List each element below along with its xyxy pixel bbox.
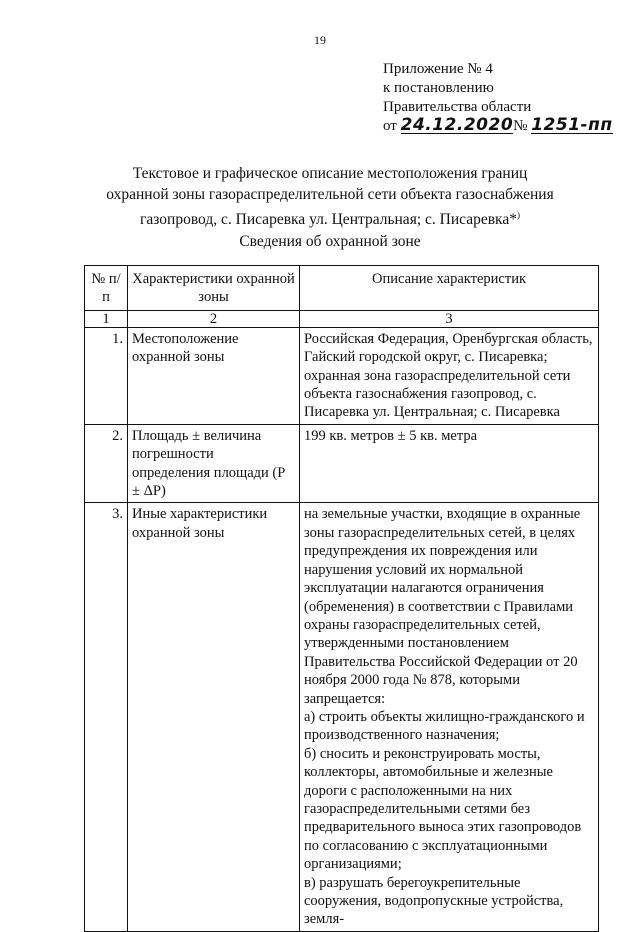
header-description: Описание характеристик bbox=[300, 266, 599, 311]
table-row bbox=[85, 424, 599, 503]
row-number: 2. bbox=[85, 424, 128, 503]
title-line-2: охранной зоны газораспределительной сети объекта газоснабжения bbox=[106, 186, 554, 203]
appendix-date-line bbox=[383, 117, 613, 136]
page-number: 19 bbox=[314, 33, 326, 47]
appendix-line-3: Правительства области bbox=[383, 99, 532, 115]
handwritten-number: 1251-пп bbox=[531, 115, 613, 135]
appendix-block bbox=[383, 60, 613, 136]
row-description: Российская Федерация, Оренбургская область, Гайский городской округ, с. Писаревка; охранная зона газораспределительной сети объекта газоснабжения газопровод, с. Писаревка ул. Центральная; с. Писаревка bbox=[300, 327, 599, 424]
column-number-2: 2 bbox=[128, 310, 300, 327]
restriction-item-b: б) сносить и реконструировать мосты, коллекторы, автомобильные и железные дороги с расположенными на них газораспределительными сетями без предварительного выноса этих газопроводов по согласованию с эксплуатационными организациями; bbox=[304, 745, 582, 873]
section-subtitle: Сведения об охранной зоне bbox=[239, 233, 421, 250]
appendix-line-2: к постановлению bbox=[383, 80, 494, 96]
table-row bbox=[85, 503, 599, 931]
document-title bbox=[60, 163, 600, 230]
restriction-item-c: в) разрушать берегоукрепительные сооружения, водопропускные устройства, земля- bbox=[304, 874, 564, 928]
handwritten-date: 24.12.2020 bbox=[400, 115, 514, 135]
zone-info-table bbox=[84, 265, 599, 932]
title-line-1: Текстовое и графическое описание местоположения границ bbox=[132, 165, 528, 182]
header-number: № п/п bbox=[85, 266, 128, 311]
column-number-1: 1 bbox=[85, 310, 128, 327]
column-number-row bbox=[85, 310, 599, 327]
date-prefix: от bbox=[383, 118, 397, 134]
appendix-line-1: Приложение № 4 bbox=[383, 61, 493, 77]
row-characteristic: Площадь ± величина погрешности определения площади (P ± ΔP) bbox=[128, 424, 300, 503]
row-number: 3. bbox=[85, 503, 128, 931]
footnote-mark: ) bbox=[516, 210, 520, 220]
row-description: 199 кв. метров ± 5 кв. метра bbox=[300, 424, 599, 503]
row-description bbox=[300, 503, 599, 931]
row-number: 1. bbox=[85, 327, 128, 424]
column-number-3: 3 bbox=[300, 310, 599, 327]
title-line-3: газопровод, с. Писаревка ул. Центральная; с. Писаревка*) bbox=[140, 210, 520, 229]
restrictions-intro: на земельные участки, входящие в охранные зоны газораспределительных сетей, в целях предупреждения их повреждения или нарушения условий их нормальной эксплуатации налагаются ограничения (обременения) в соответствии с Правилами охраны газораспределительных сетей, утвержденными постановлением Правительства Российской Федерации от 20 ноября 2000 года № 878, которыми запрещается: bbox=[304, 506, 581, 707]
table-header-row bbox=[85, 266, 599, 311]
number-prefix: № bbox=[513, 118, 528, 134]
header-characteristic: Характеристики охранной зоны bbox=[128, 266, 300, 311]
restriction-item-a: а) строить объекты жилищно-гражданского и производственного назначения; bbox=[304, 708, 585, 744]
table-row bbox=[85, 327, 599, 424]
row-characteristic: Иные характеристики охранной зоны bbox=[128, 503, 300, 931]
row-characteristic: Местоположение охранной зоны bbox=[128, 327, 300, 424]
